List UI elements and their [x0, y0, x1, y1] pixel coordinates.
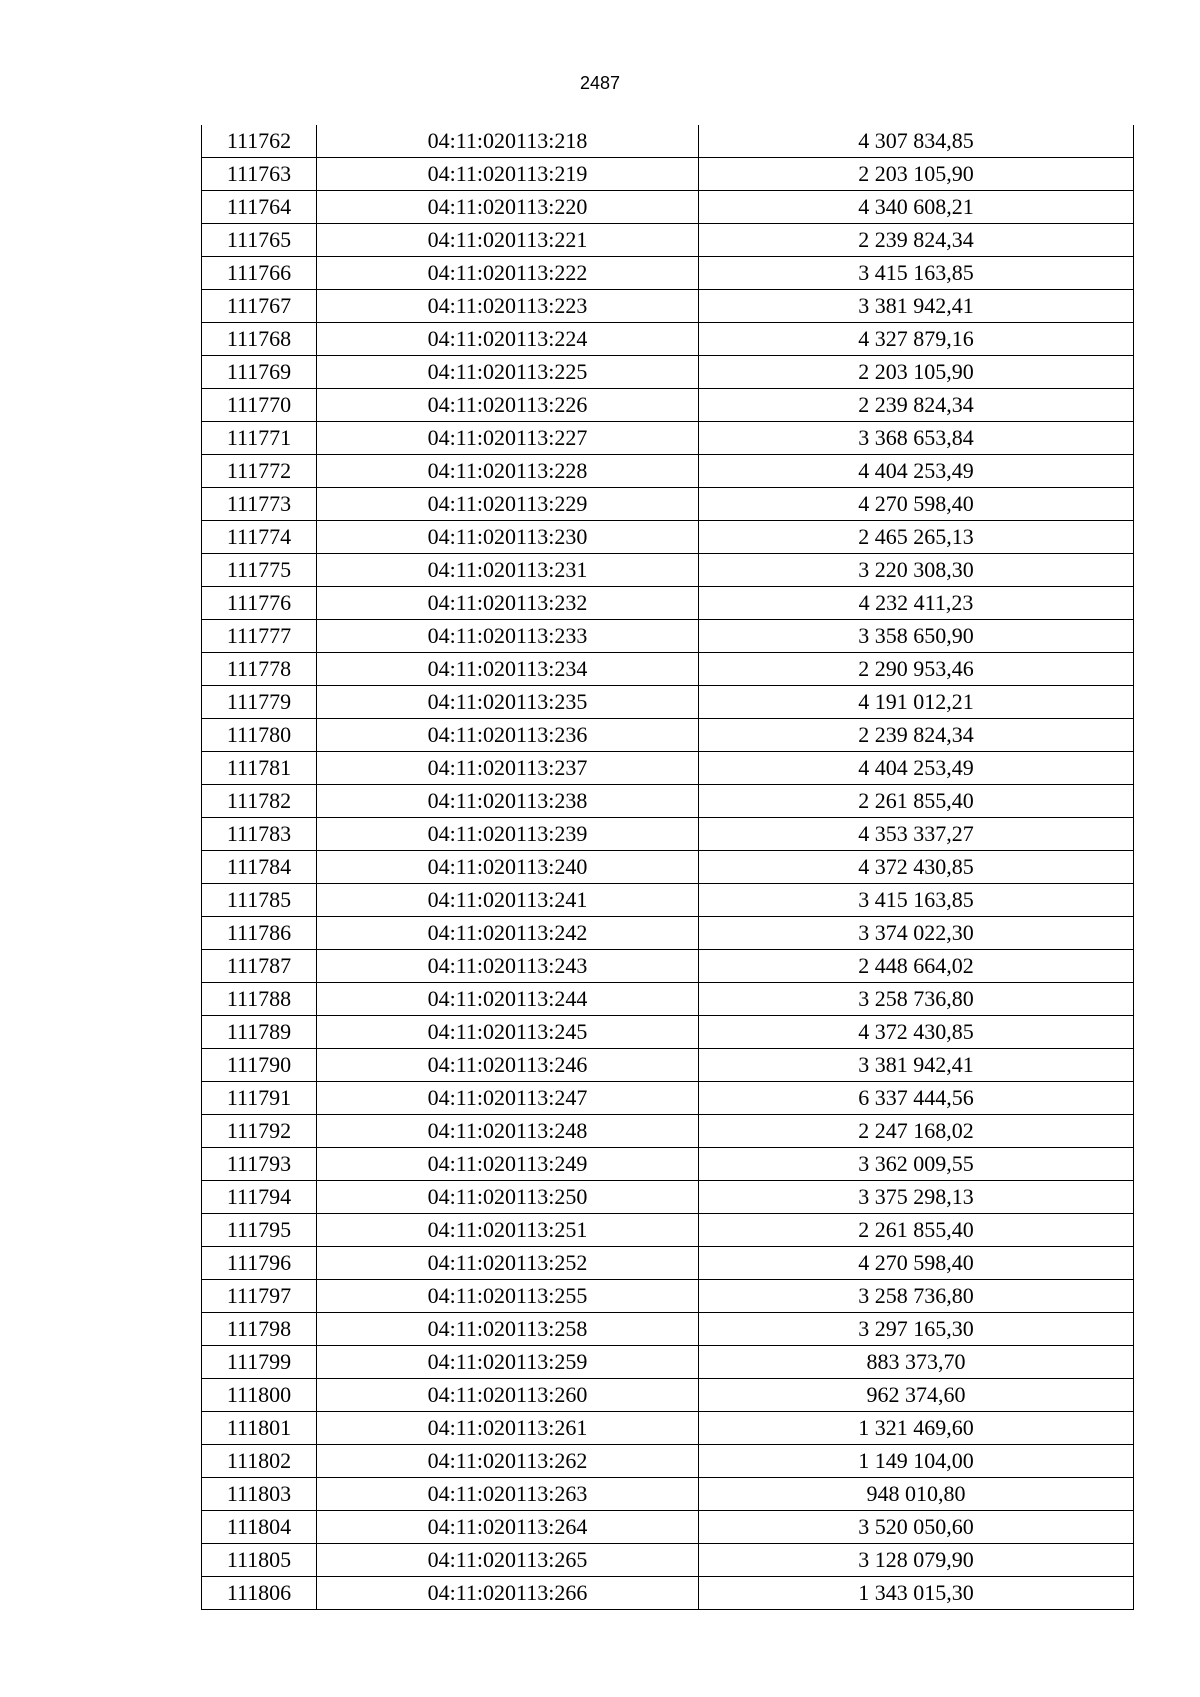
row-number-cell: 111795	[202, 1214, 317, 1247]
cadastral-number-cell: 04:11:020113:237	[317, 752, 699, 785]
cadastral-number-cell: 04:11:020113:227	[317, 422, 699, 455]
cadastral-number-cell: 04:11:020113:245	[317, 1016, 699, 1049]
cadastral-number-cell: 04:11:020113:232	[317, 587, 699, 620]
cadastral-number-cell: 04:11:020113:246	[317, 1049, 699, 1082]
cadastral-value-cell: 3 381 942,41	[699, 1049, 1134, 1082]
cadastral-number-cell: 04:11:020113:260	[317, 1379, 699, 1412]
row-number-cell: 111794	[202, 1181, 317, 1214]
row-number-cell: 111769	[202, 356, 317, 389]
row-number-cell: 111806	[202, 1577, 317, 1610]
cadastral-value-cell: 2 247 168,02	[699, 1115, 1134, 1148]
row-number-cell: 111782	[202, 785, 317, 818]
table-row	[202, 488, 1134, 521]
cadastral-number-cell: 04:11:020113:234	[317, 653, 699, 686]
table-row	[202, 257, 1134, 290]
cadastral-number-cell: 04:11:020113:264	[317, 1511, 699, 1544]
cadastral-number-cell: 04:11:020113:233	[317, 620, 699, 653]
row-number-cell: 111762	[202, 125, 317, 158]
table-row	[202, 389, 1134, 422]
cadastral-value-cell: 3 415 163,85	[699, 257, 1134, 290]
cadastral-number-cell: 04:11:020113:251	[317, 1214, 699, 1247]
row-number-cell: 111799	[202, 1346, 317, 1379]
row-number-cell: 111768	[202, 323, 317, 356]
table-row	[202, 1478, 1134, 1511]
table-row	[202, 1511, 1134, 1544]
cadastral-value-table	[201, 125, 1134, 1610]
cadastral-number-cell: 04:11:020113:219	[317, 158, 699, 191]
cadastral-value-cell: 4 232 411,23	[699, 587, 1134, 620]
table-row	[202, 290, 1134, 323]
row-number-cell: 111797	[202, 1280, 317, 1313]
cadastral-value-cell: 4 404 253,49	[699, 752, 1134, 785]
cadastral-value-cell: 3 128 079,90	[699, 1544, 1134, 1577]
cadastral-number-cell: 04:11:020113:265	[317, 1544, 699, 1577]
cadastral-value-cell: 2 261 855,40	[699, 1214, 1134, 1247]
cadastral-value-cell: 4 372 430,85	[699, 851, 1134, 884]
table-row	[202, 1016, 1134, 1049]
row-number-cell: 111777	[202, 620, 317, 653]
cadastral-value-cell: 3 258 736,80	[699, 983, 1134, 1016]
cadastral-value-cell: 3 358 650,90	[699, 620, 1134, 653]
cadastral-value-cell: 962 374,60	[699, 1379, 1134, 1412]
cadastral-number-cell: 04:11:020113:252	[317, 1247, 699, 1280]
row-number-cell: 111763	[202, 158, 317, 191]
cadastral-value-cell: 1 343 015,30	[699, 1577, 1134, 1610]
cadastral-number-cell: 04:11:020113:238	[317, 785, 699, 818]
row-number-cell: 111773	[202, 488, 317, 521]
row-number-cell: 111772	[202, 455, 317, 488]
table-row	[202, 686, 1134, 719]
cadastral-number-cell: 04:11:020113:248	[317, 1115, 699, 1148]
cadastral-value-cell: 4 191 012,21	[699, 686, 1134, 719]
table-row	[202, 917, 1134, 950]
cadastral-number-cell: 04:11:020113:228	[317, 455, 699, 488]
cadastral-number-cell: 04:11:020113:218	[317, 125, 699, 158]
cadastral-number-cell: 04:11:020113:244	[317, 983, 699, 1016]
cadastral-number-cell: 04:11:020113:236	[317, 719, 699, 752]
row-number-cell: 111781	[202, 752, 317, 785]
cadastral-value-cell: 3 297 165,30	[699, 1313, 1134, 1346]
table-body	[202, 125, 1134, 1610]
row-number-cell: 111764	[202, 191, 317, 224]
row-number-cell: 111766	[202, 257, 317, 290]
table-row	[202, 1148, 1134, 1181]
table-row	[202, 1082, 1134, 1115]
cadastral-number-cell: 04:11:020113:249	[317, 1148, 699, 1181]
cadastral-number-cell: 04:11:020113:230	[317, 521, 699, 554]
table-row	[202, 752, 1134, 785]
row-number-cell: 111788	[202, 983, 317, 1016]
table-row	[202, 851, 1134, 884]
table-row	[202, 1544, 1134, 1577]
table-row	[202, 1346, 1134, 1379]
table-row	[202, 1115, 1134, 1148]
table-row	[202, 191, 1134, 224]
table-row	[202, 224, 1134, 257]
table-row	[202, 983, 1134, 1016]
cadastral-value-cell: 2 239 824,34	[699, 224, 1134, 257]
cadastral-number-cell: 04:11:020113:258	[317, 1313, 699, 1346]
cadastral-number-cell: 04:11:020113:247	[317, 1082, 699, 1115]
cadastral-value-cell: 2 465 265,13	[699, 521, 1134, 554]
cadastral-value-cell: 4 270 598,40	[699, 488, 1134, 521]
cadastral-number-cell: 04:11:020113:223	[317, 290, 699, 323]
cadastral-number-cell: 04:11:020113:240	[317, 851, 699, 884]
cadastral-value-cell: 4 404 253,49	[699, 455, 1134, 488]
row-number-cell: 111780	[202, 719, 317, 752]
cadastral-value-cell: 4 327 879,16	[699, 323, 1134, 356]
table-row	[202, 1181, 1134, 1214]
table-row	[202, 158, 1134, 191]
row-number-cell: 111774	[202, 521, 317, 554]
cadastral-number-cell: 04:11:020113:229	[317, 488, 699, 521]
row-number-cell: 111776	[202, 587, 317, 620]
cadastral-value-cell: 2 290 953,46	[699, 653, 1134, 686]
cadastral-number-cell: 04:11:020113:262	[317, 1445, 699, 1478]
table-row	[202, 884, 1134, 917]
cadastral-number-cell: 04:11:020113:239	[317, 818, 699, 851]
page-number: 2487	[579, 73, 621, 93]
table-row	[202, 125, 1134, 158]
table-row	[202, 1280, 1134, 1313]
cadastral-value-cell: 948 010,80	[699, 1478, 1134, 1511]
cadastral-number-cell: 04:11:020113:222	[317, 257, 699, 290]
cadastral-number-cell: 04:11:020113:241	[317, 884, 699, 917]
row-number-cell: 111789	[202, 1016, 317, 1049]
table-row	[202, 554, 1134, 587]
table-row	[202, 950, 1134, 983]
row-number-cell: 111801	[202, 1412, 317, 1445]
cadastral-value-cell: 2 261 855,40	[699, 785, 1134, 818]
cadastral-value-cell: 3 220 308,30	[699, 554, 1134, 587]
table-row	[202, 356, 1134, 389]
row-number-cell: 111771	[202, 422, 317, 455]
table-row	[202, 1445, 1134, 1478]
table-row	[202, 1577, 1134, 1610]
cadastral-value-cell: 883 373,70	[699, 1346, 1134, 1379]
cadastral-value-cell: 3 381 942,41	[699, 290, 1134, 323]
table-row	[202, 818, 1134, 851]
cadastral-value-cell: 6 337 444,56	[699, 1082, 1134, 1115]
row-number-cell: 111790	[202, 1049, 317, 1082]
cadastral-value-cell: 4 307 834,85	[699, 125, 1134, 158]
row-number-cell: 111765	[202, 224, 317, 257]
cadastral-number-cell: 04:11:020113:250	[317, 1181, 699, 1214]
cadastral-value-cell: 4 353 337,27	[699, 818, 1134, 851]
cadastral-value-cell: 3 375 298,13	[699, 1181, 1134, 1214]
cadastral-number-cell: 04:11:020113:225	[317, 356, 699, 389]
table-row	[202, 521, 1134, 554]
cadastral-number-cell: 04:11:020113:259	[317, 1346, 699, 1379]
table-row	[202, 1379, 1134, 1412]
cadastral-value-cell: 3 374 022,30	[699, 917, 1134, 950]
cadastral-number-cell: 04:11:020113:266	[317, 1577, 699, 1610]
table-row	[202, 1214, 1134, 1247]
row-number-cell: 111779	[202, 686, 317, 719]
cadastral-value-cell: 2 203 105,90	[699, 158, 1134, 191]
table-row	[202, 719, 1134, 752]
row-number-cell: 111783	[202, 818, 317, 851]
row-number-cell: 111805	[202, 1544, 317, 1577]
row-number-cell: 111770	[202, 389, 317, 422]
cadastral-number-cell: 04:11:020113:224	[317, 323, 699, 356]
row-number-cell: 111793	[202, 1148, 317, 1181]
table-row	[202, 785, 1134, 818]
row-number-cell: 111767	[202, 290, 317, 323]
table-row	[202, 1247, 1134, 1280]
cadastral-value-cell: 3 258 736,80	[699, 1280, 1134, 1313]
cadastral-value-cell: 1 149 104,00	[699, 1445, 1134, 1478]
cadastral-number-cell: 04:11:020113:226	[317, 389, 699, 422]
row-number-cell: 111791	[202, 1082, 317, 1115]
cadastral-value-cell: 3 415 163,85	[699, 884, 1134, 917]
row-number-cell: 111778	[202, 653, 317, 686]
cadastral-value-cell: 1 321 469,60	[699, 1412, 1134, 1445]
row-number-cell: 111802	[202, 1445, 317, 1478]
cadastral-value-cell: 3 362 009,55	[699, 1148, 1134, 1181]
cadastral-value-cell: 4 270 598,40	[699, 1247, 1134, 1280]
table-row	[202, 587, 1134, 620]
table-row	[202, 422, 1134, 455]
cadastral-number-cell: 04:11:020113:235	[317, 686, 699, 719]
row-number-cell: 111804	[202, 1511, 317, 1544]
row-number-cell: 111786	[202, 917, 317, 950]
cadastral-value-cell: 3 368 653,84	[699, 422, 1134, 455]
cadastral-value-cell: 4 340 608,21	[699, 191, 1134, 224]
row-number-cell: 111796	[202, 1247, 317, 1280]
row-number-cell: 111775	[202, 554, 317, 587]
table-row	[202, 323, 1134, 356]
cadastral-number-cell: 04:11:020113:255	[317, 1280, 699, 1313]
table-row	[202, 1313, 1134, 1346]
cadastral-number-cell: 04:11:020113:242	[317, 917, 699, 950]
cadastral-number-cell: 04:11:020113:243	[317, 950, 699, 983]
cadastral-number-cell: 04:11:020113:263	[317, 1478, 699, 1511]
cadastral-value-cell: 2 239 824,34	[699, 719, 1134, 752]
cadastral-value-cell: 2 239 824,34	[699, 389, 1134, 422]
row-number-cell: 111785	[202, 884, 317, 917]
row-number-cell: 111803	[202, 1478, 317, 1511]
row-number-cell: 111798	[202, 1313, 317, 1346]
table-row	[202, 653, 1134, 686]
cadastral-number-cell: 04:11:020113:231	[317, 554, 699, 587]
row-number-cell: 111800	[202, 1379, 317, 1412]
table-row	[202, 455, 1134, 488]
cadastral-value-cell: 2 448 664,02	[699, 950, 1134, 983]
cadastral-value-cell: 2 203 105,90	[699, 356, 1134, 389]
cadastral-number-cell: 04:11:020113:261	[317, 1412, 699, 1445]
table-row	[202, 620, 1134, 653]
cadastral-number-cell: 04:11:020113:221	[317, 224, 699, 257]
cadastral-value-cell: 4 372 430,85	[699, 1016, 1134, 1049]
cadastral-value-cell: 3 520 050,60	[699, 1511, 1134, 1544]
table-row	[202, 1049, 1134, 1082]
row-number-cell: 111787	[202, 950, 317, 983]
table-row	[202, 1412, 1134, 1445]
row-number-cell: 111792	[202, 1115, 317, 1148]
row-number-cell: 111784	[202, 851, 317, 884]
cadastral-number-cell: 04:11:020113:220	[317, 191, 699, 224]
